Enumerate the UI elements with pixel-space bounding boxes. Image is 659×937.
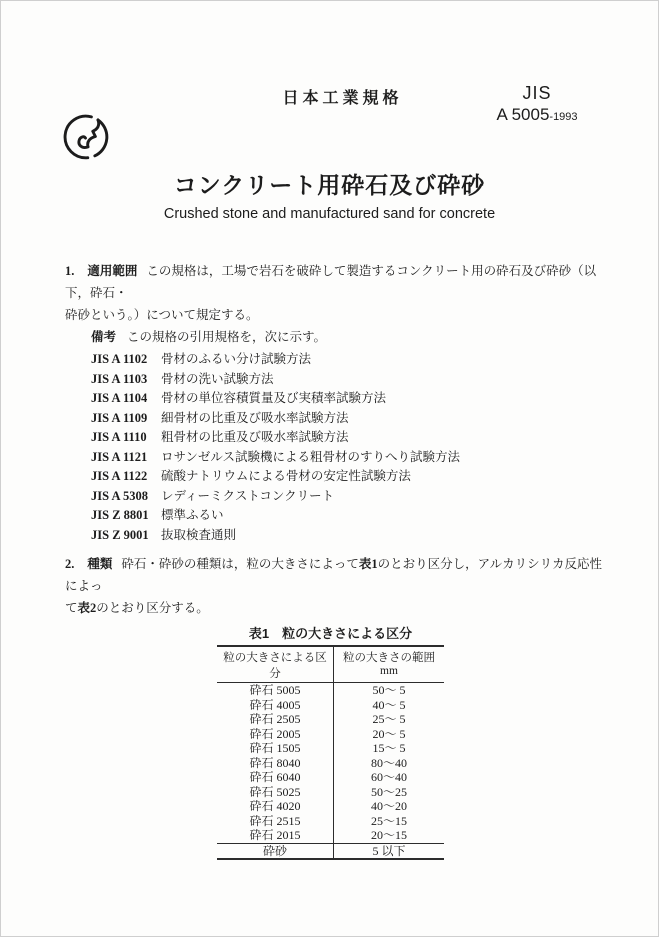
cell-range: 50～ 5 <box>372 683 406 697</box>
table-row <box>217 770 444 785</box>
reference-item <box>91 506 610 526</box>
table-1-reference: 表1 <box>358 557 378 571</box>
reference-code: JIS Z 8801 <box>91 508 149 522</box>
reference-item <box>91 487 610 507</box>
table-row <box>217 828 444 843</box>
section-1-scope <box>65 260 610 326</box>
reference-title: 標準ふるい <box>161 508 224 522</box>
cell-classification: 砕石 4005 <box>217 698 334 713</box>
section-2-text: て <box>65 601 78 615</box>
cell-range: 50～25 <box>370 784 407 799</box>
section-1-body-line1: この規格は，工場で岩石を破砕して製造するコンクリート用の砕石及び砕砂（以下，砕石・ <box>65 264 597 300</box>
reference-title: 硫酸ナトリウムによる骨材の安定性試験方法 <box>161 469 411 483</box>
page-subtitle-english: Crushed stone and manufactured sand for concrete <box>163 206 496 222</box>
section-2-types <box>65 553 610 619</box>
reference-code: JIS A 1122 <box>91 469 148 483</box>
org-label: 日本工業規格 <box>282 90 403 107</box>
reference-title: 粗骨材の比重及び吸水率試験方法 <box>161 430 349 444</box>
column-header-classification: 粒の大きさによる区分 <box>217 646 334 683</box>
cell-classification: 砕石 2005 <box>217 727 334 742</box>
cell-classification: 砕石 6040 <box>217 770 334 785</box>
cell-classification: 砕石 5025 <box>217 785 334 800</box>
cell-classification: 砕石 2515 <box>217 814 334 829</box>
section-2-text: のとおり区分する。 <box>96 601 209 615</box>
table-1-block <box>65 621 596 860</box>
section-2-text: のとおり区分し，アルカリシリカ反応性によっ <box>65 557 603 593</box>
size-classification-table <box>217 645 444 860</box>
section-1-number: 1. <box>65 264 75 278</box>
reference-item <box>91 526 610 546</box>
cell-classification: 砕石 8040 <box>217 756 334 771</box>
cell-classification: 砕砂 <box>217 843 334 859</box>
standard-code-block <box>481 83 593 129</box>
table-row <box>217 799 444 814</box>
cell-range: 20～ 5 <box>372 726 406 741</box>
section-2-number: 2. <box>65 557 75 571</box>
reference-code: JIS A 5308 <box>91 488 148 503</box>
cell-classification: 砕石 2505 <box>217 712 334 727</box>
standard-year: -1993 <box>549 111 578 123</box>
document-body <box>65 260 610 860</box>
cell-range: 80～40 <box>370 755 407 770</box>
jis-mark-icon <box>61 112 111 162</box>
cell-classification: 砕石 1505 <box>217 741 334 756</box>
reference-item <box>91 409 610 429</box>
section-2-text: 砕石・砕砂の種類は，粒の大きさによって <box>121 557 359 571</box>
reference-title: 抜取検査通則 <box>161 527 237 542</box>
reference-code: JIS A 1102 <box>91 352 148 366</box>
table-row <box>217 756 444 771</box>
reference-title: 骨材の洗い試験方法 <box>161 371 274 386</box>
remark-text: この規格の引用規格を，次に示す。 <box>127 330 327 344</box>
table-row <box>217 727 444 742</box>
column-header-unit: mm <box>380 665 398 677</box>
table-header-row <box>217 646 444 683</box>
standard-number-main: A 5005 <box>496 105 550 124</box>
remark-line <box>91 326 610 348</box>
table-row <box>217 785 444 800</box>
table-row <box>217 814 444 829</box>
section-1-heading: 適用範囲 <box>87 264 138 278</box>
section-2-heading: 種類 <box>87 557 113 571</box>
cell-range: 40～20 <box>370 799 407 813</box>
jis-label: JIS <box>522 83 552 103</box>
cell-classification: 砕石 4020 <box>217 799 334 814</box>
cell-range: 20～15 <box>370 828 407 842</box>
table-row <box>217 683 444 698</box>
reference-code: JIS A 1109 <box>91 410 148 425</box>
reference-item <box>91 389 610 409</box>
reference-item <box>91 370 610 390</box>
reference-code: JIS A 1103 <box>91 371 148 386</box>
column-header-range-label: 粒の大きさの範囲 <box>343 652 435 664</box>
reference-code: JIS Z 9001 <box>91 527 149 542</box>
table-row <box>217 741 444 756</box>
cell-classification: 砕石 5005 <box>217 683 334 698</box>
section-1-body-line2: 砕砂という。）について規定する。 <box>65 308 259 322</box>
cell-range: 40～ 5 <box>372 697 406 712</box>
reference-item <box>91 448 610 468</box>
reference-item <box>91 350 610 370</box>
reference-code: JIS A 1104 <box>91 391 148 405</box>
table-2-reference: 表2 <box>77 601 97 615</box>
table-row <box>217 698 444 713</box>
remark-label: 備考 <box>91 330 117 344</box>
cell-range: 25～ 5 <box>372 712 406 726</box>
reference-code: JIS A 1110 <box>91 430 147 444</box>
reference-title: 骨材の単位容積質量及び実積率試験方法 <box>161 391 387 405</box>
cell-range: 15～ 5 <box>372 741 406 755</box>
page-title: コンクリート用砕石及び砕砂 <box>173 172 486 198</box>
column-header-range <box>334 646 445 683</box>
reference-item <box>91 467 610 487</box>
cell-range: 60～40 <box>370 770 407 784</box>
reference-code: JIS A 1121 <box>91 449 148 464</box>
cell-range: 5 以下 <box>334 843 445 859</box>
cell-range: 25～15 <box>370 813 407 828</box>
reference-title: ロサンゼルス試験機による粗骨材のすりへり試験方法 <box>161 449 461 464</box>
reference-title: 細骨材の比重及び吸水率試験方法 <box>161 410 349 425</box>
table-row <box>217 712 444 727</box>
standard-number <box>481 103 593 129</box>
reference-title: 骨材のふるい分け試験方法 <box>161 352 312 366</box>
table-1-caption: 表1 粒の大きさによる区分 <box>248 626 413 641</box>
reference-title: レディーミクストコンクリート <box>161 488 335 503</box>
table-footer-row <box>217 843 444 859</box>
cell-classification: 砕石 2015 <box>217 828 334 843</box>
reference-item <box>91 428 610 448</box>
reference-list <box>91 350 610 545</box>
